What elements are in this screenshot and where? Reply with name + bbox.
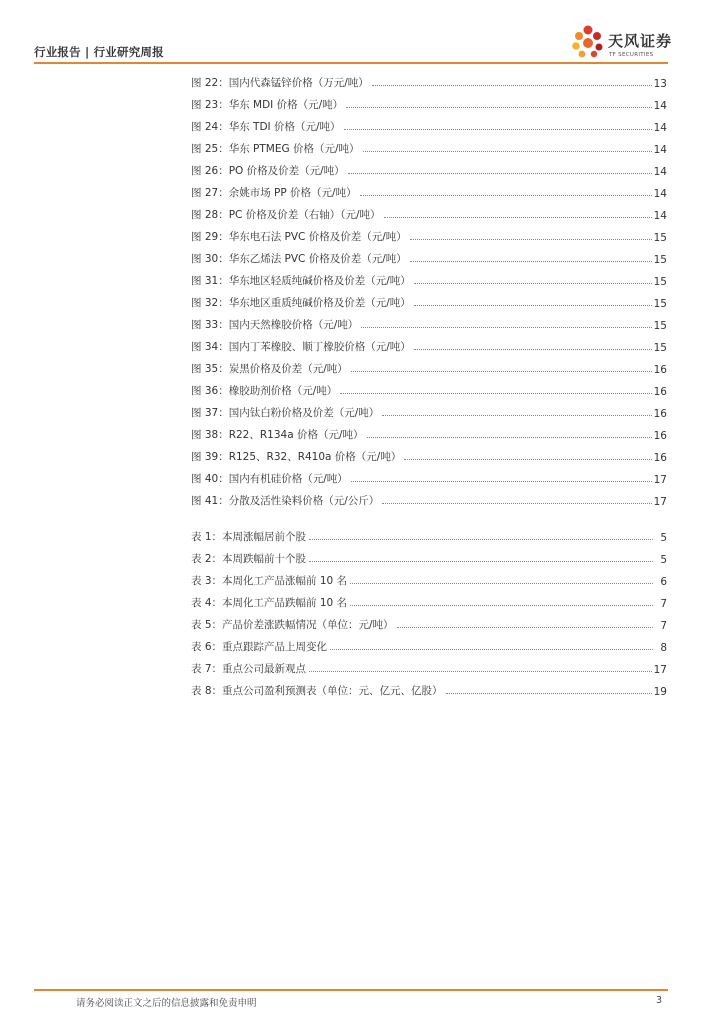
company-logo [568, 24, 678, 60]
table-entry-label: 表 3：本周化工产品涨幅前 10 名 [191, 575, 348, 587]
figure-entry-page: 15 [653, 254, 667, 266]
table-entry-label: 表 1：本周涨幅居前个股 [191, 531, 307, 543]
figure-entry-page: 16 [653, 408, 667, 420]
dot-leader [348, 173, 652, 174]
dot-leader [410, 239, 652, 240]
table-entry-label: 表 5：产品价差涨跌幅情况（单位：元/吨） [191, 619, 394, 631]
table-entry-page: 7 [660, 598, 667, 610]
figure-table-index [191, 68, 667, 698]
figure-entry[interactable] [191, 376, 667, 398]
figure-entry[interactable] [191, 442, 667, 464]
figure-entry-page: 15 [653, 320, 667, 332]
dot-leader [344, 129, 652, 130]
dot-leader [410, 261, 652, 262]
figure-entry-label: 图 38：R22、R134a 价格（元/吨） [191, 429, 364, 441]
table-entry[interactable] [191, 544, 667, 566]
dot-leader [414, 283, 652, 284]
table-entry[interactable] [191, 632, 667, 654]
figure-entry-label: 图 23：华东 MDI 价格（元/吨） [191, 99, 344, 111]
logo-chinese-name: 天风证券 [608, 32, 673, 50]
figure-entry-label: 图 32：华东地区重质纯碱价格及价差（元/吨） [191, 297, 411, 309]
figure-entry-page: 16 [653, 364, 667, 376]
dot-leader [360, 195, 652, 196]
dot-leader [372, 85, 652, 86]
figure-entry-page: 15 [653, 298, 667, 310]
figure-entry-page: 16 [653, 452, 667, 464]
figure-entry-page: 17 [653, 474, 667, 486]
figure-entry[interactable] [191, 156, 667, 178]
dot-leader [414, 349, 652, 350]
table-entry-page: 19 [653, 686, 667, 698]
table-entry[interactable] [191, 676, 667, 698]
table-entry-label: 表 2：本周跌幅前十个股 [191, 553, 307, 565]
table-entry-page: 5 [660, 532, 667, 544]
dot-leader [361, 327, 651, 328]
list-gap [191, 508, 667, 522]
figure-entry-label: 图 35：炭黑价格及价差（元/吨） [191, 363, 348, 375]
figure-entry-label: 图 27：余姚市场 PP 价格（元/吨） [191, 187, 357, 199]
dot-leader [340, 393, 651, 394]
figure-entry[interactable] [191, 178, 667, 200]
figure-entry[interactable] [191, 266, 667, 288]
figure-entry-page: 15 [653, 276, 667, 288]
figure-entry-page: 14 [653, 210, 667, 222]
figure-entry[interactable] [191, 222, 667, 244]
dot-leader [446, 693, 652, 694]
footer-divider [34, 989, 668, 991]
figure-entry-label: 图 29：华东电石法 PVC 价格及价差（元/吨） [191, 231, 407, 243]
dot-leader [382, 415, 651, 416]
dot-leader [397, 627, 653, 628]
dot-leader [363, 151, 652, 152]
table-index-list [191, 522, 667, 698]
dot-leader [309, 539, 653, 540]
table-entry[interactable] [191, 588, 667, 610]
dot-leader [351, 481, 652, 482]
figure-entry-label: 图 37：国内钛白粉价格及价差（元/吨） [191, 407, 380, 419]
figure-entry-label: 图 31：华东地区轻质纯碱价格及价差（元/吨） [191, 275, 411, 287]
dot-leader [414, 305, 652, 306]
dot-leader [382, 503, 651, 504]
figure-entry-label: 图 34：国内丁苯橡胶、顺丁橡胶价格（元/吨） [191, 341, 411, 353]
table-entry[interactable] [191, 654, 667, 676]
figure-entry-page: 14 [653, 122, 667, 134]
figure-entry[interactable] [191, 398, 667, 420]
figure-entry-page: 14 [653, 100, 667, 112]
dot-leader [404, 459, 651, 460]
figure-entry-page: 15 [653, 342, 667, 354]
table-entry-page: 5 [660, 554, 667, 566]
dot-leader [330, 649, 653, 650]
figure-entry-label: 图 41：分散及活性染料价格（元/公斤） [191, 495, 380, 507]
dot-leader [346, 107, 651, 108]
figure-entry[interactable] [191, 464, 667, 486]
figure-entry[interactable] [191, 354, 667, 376]
table-entry-label: 表 8：重点公司盈利预测表（单位：元、亿元、亿股） [191, 685, 443, 697]
table-entry[interactable] [191, 522, 667, 544]
figure-entry[interactable] [191, 420, 667, 442]
figure-entry-label: 图 24：华东 TDI 价格（元/吨） [191, 121, 341, 133]
table-entry-page: 8 [660, 642, 667, 654]
figure-entry-label: 图 25：华东 PTMEG 价格（元/吨） [191, 143, 360, 155]
page-number: 3 [656, 995, 663, 1006]
dot-leader [384, 217, 652, 218]
header-divider [34, 62, 668, 64]
figure-entry[interactable] [191, 310, 667, 332]
figure-entry-page: 14 [653, 166, 667, 178]
figure-entry-page: 16 [653, 430, 667, 442]
figure-entry[interactable] [191, 288, 667, 310]
petal-logo-icon [568, 24, 608, 60]
table-entry-label: 表 7：重点公司最新观点 [191, 663, 307, 675]
table-entry-label: 表 6：重点跟踪产品上周变化 [191, 641, 328, 653]
figure-entry[interactable] [191, 112, 667, 134]
figure-entry-page: 15 [653, 232, 667, 244]
figure-entry[interactable] [191, 332, 667, 354]
figure-entry[interactable] [191, 68, 667, 90]
dot-leader [309, 671, 652, 672]
figure-entry-page: 14 [653, 188, 667, 200]
figure-index-list [191, 68, 667, 508]
logo-english-name: TF SECURITIES [609, 52, 654, 58]
table-entry-label: 表 4：本周化工产品跌幅前 10 名 [191, 597, 348, 609]
dot-leader [350, 583, 653, 584]
figure-entry-label: 图 39：R125、R32、R410a 价格（元/吨） [191, 451, 402, 463]
figure-entry[interactable] [191, 200, 667, 222]
disclaimer-note: 请务必阅读正文之后的信息披露和免责申明 [76, 998, 257, 1009]
dot-leader [309, 561, 653, 562]
figure-entry-label: 图 30：华东乙烯法 PVC 价格及价差（元/吨） [191, 253, 407, 265]
figure-entry-label: 图 22：国内代森锰锌价格（万元/吨） [191, 77, 369, 89]
table-entry[interactable] [191, 610, 667, 632]
table-entry-page: 6 [660, 576, 667, 588]
figure-entry-label: 图 26：PO 价格及价差（元/吨） [191, 165, 345, 177]
table-entry-page: 7 [660, 620, 667, 632]
figure-entry-label: 图 36：橡胶助剂价格（元/吨） [191, 385, 338, 397]
figure-entry-page: 14 [653, 144, 667, 156]
figure-entry-label: 图 28：PC 价格及价差（右轴）（元/吨） [191, 209, 381, 221]
figure-entry-page: 13 [653, 78, 667, 90]
figure-entry[interactable] [191, 134, 667, 156]
figure-entry-page: 16 [653, 386, 667, 398]
figure-entry-label: 图 33：国内天然橡胶价格（元/吨） [191, 319, 359, 331]
figure-entry[interactable] [191, 244, 667, 266]
dot-leader [367, 437, 652, 438]
report-type-header: 行业报告 | 行业研究周报 [34, 45, 164, 59]
figure-entry[interactable] [191, 486, 667, 508]
dot-leader [350, 605, 653, 606]
table-entry-page: 17 [653, 664, 667, 676]
table-entry[interactable] [191, 566, 667, 588]
figure-entry-page: 17 [653, 496, 667, 508]
figure-entry-label: 图 40：国内有机硅价格（元/吨） [191, 473, 348, 485]
figure-entry[interactable] [191, 90, 667, 112]
dot-leader [351, 371, 652, 372]
